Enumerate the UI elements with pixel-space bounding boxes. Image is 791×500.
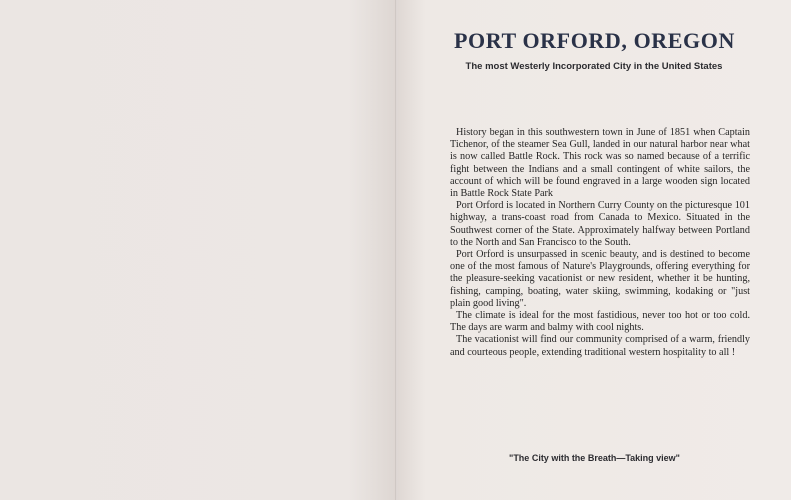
paragraph-history: History began in this southwestern town in June of 1851 when Captain Tichenor, of the steamer Sea Gull, landed in our natural harbor near what is now called Battle Rock. This rock was so named because of a terrific fight between the Indians and a small contingent of white sailors, the account of which will be found engraved in a large wooden sign located in Battle Rock State Park [450,127,750,200]
page-subtitle: The most Westerly Incorporated City in the United States [465,61,723,72]
paragraph-scenic: Port Orford is unsurpassed in scenic beauty, and is destined to become one of the most famous of Nature's Playgrounds, offering everything for the pleasure-seeking vacationist or new resident, whether it be hunting, fishing, camping, boating, water skiing, swimming, kodaking or "just plain good living". [450,249,750,309]
body-text [450,127,750,359]
paragraph-hospitality: The vacationist will find our community comprised of a warm, friendly and courteous people, extending traditional western hospitality to all ! [450,334,750,358]
tagline: "The City with the Breath—Taking view" [509,453,680,463]
paragraph-location: Port Orford is located in Northern Curry County on the picturesque 101 highway, a trans-coast road from Canada to Mexico. Situated in the Southwest corner of the State. Approximately halfway between Portland to the North and San Francisco to the South. [450,200,750,248]
paragraph-climate: The climate is ideal for the most fastidious, never too hot or too cold. The days are warm and balmy with cool nights. [450,310,750,334]
right-page [398,0,791,500]
page-title: PORT ORFORD, OREGON [454,28,735,53]
